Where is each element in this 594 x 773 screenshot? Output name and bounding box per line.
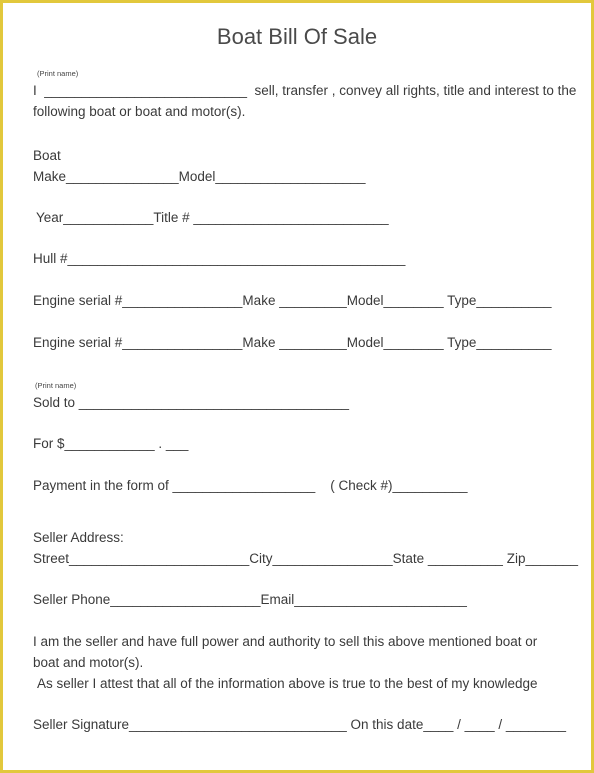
hull-line: Hull #_____________________________________________ [33,251,406,266]
boat-heading: Boat [33,148,61,163]
year-title-line: Year____________Title # __________________________ [36,210,389,225]
sold-to-line: Sold to ____________________________________ [33,395,350,410]
seller-name-line: I ___________________________ sell, transfer , convey all rights, title and interest to the [33,83,577,98]
payment-line: Payment in the form of ___________________ ( Check #)__________ [33,478,468,493]
engine-serial-line-1: Engine serial #________________Make _________Model________ Type__________ [33,293,552,308]
seller-address-heading: Seller Address: [33,530,124,545]
document-title: Boat Bill Of Sale [216,24,378,49]
make-model-line: Make_______________Model____________________ [33,169,366,184]
price-line: For $____________ . ___ [33,436,189,451]
print-name-label: (Print name) [37,69,79,78]
print-name-label-2: (Print name) [35,381,77,390]
authority-statement: I am the seller and have full power and authority to sell this above mentioned boat or [33,634,538,649]
phone-email-line: Seller Phone____________________Email_______________________ [33,592,467,607]
attestation-statement: As seller I attest that all of the information above is true to the best of my knowledge [37,676,538,691]
boat-clause-line: following boat or boat and motor(s). [33,104,246,119]
street-city-state-zip-line: Street________________________City________________State __________ Zip_______ [33,551,579,566]
engine-serial-line-2: Engine serial #________________Make _________Model________ Type__________ [33,335,552,350]
authority-statement-cont: boat and motor(s). [33,655,144,670]
signature-date-line: Seller Signature_____________________________ On this date____ / ____ / ________ [33,717,566,732]
